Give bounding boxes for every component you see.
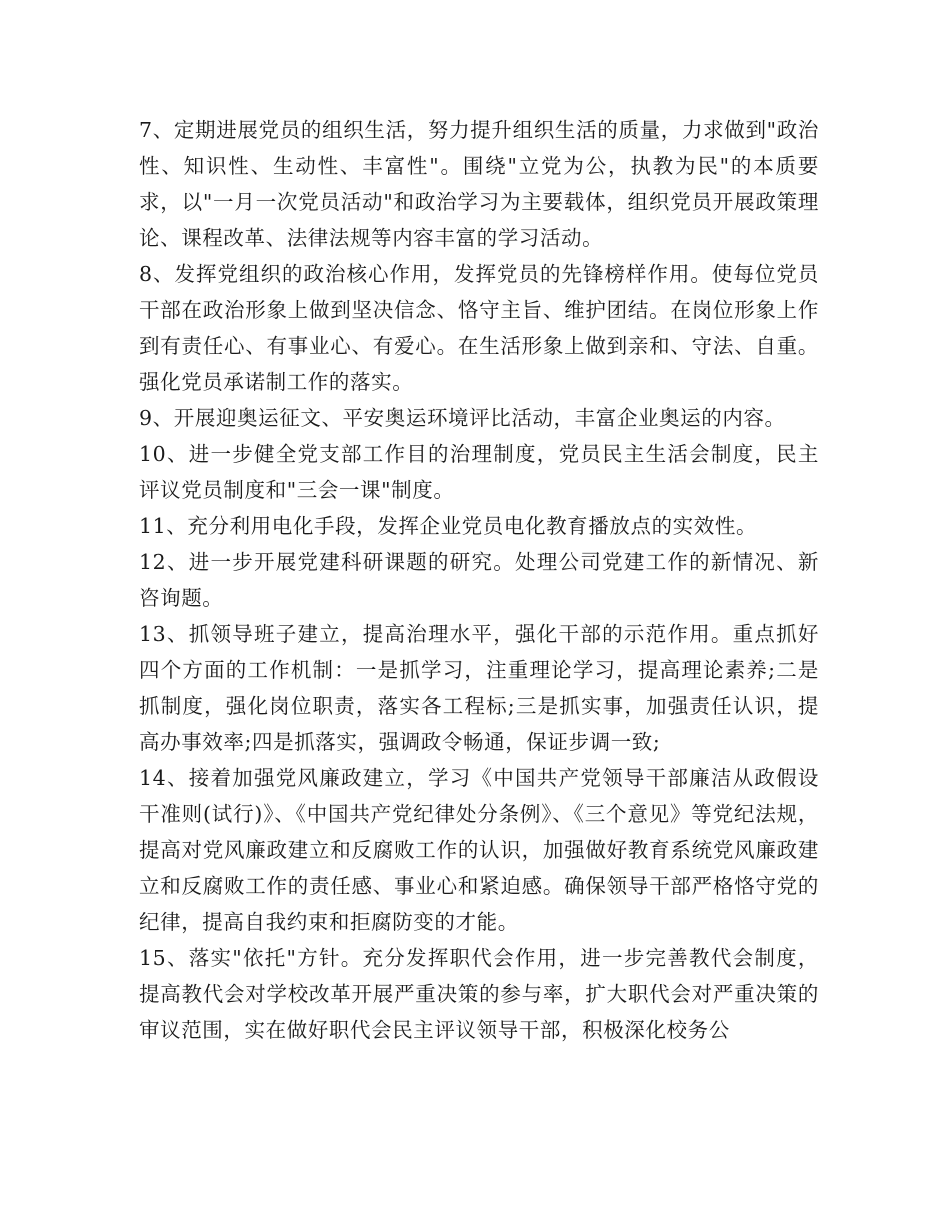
- paragraph-item-11: 11、充分利用电化手段，发挥企业党员电化教育播放点的实效性。: [139, 514, 758, 538]
- document-body: [139, 112, 819, 1048]
- paragraph-item-7: 7、定期进展党员的组织生活，努力提升组织生活的质量，力求做到"政治性、知识性、生动性、丰富性"。围绕"立党为公，执教为民"的本质要求，以"一月一次党员活动"和政治学习为主要载体，组织党员开展政策理论、课程改革、法律法规等内容丰富的学习活动。: [139, 118, 819, 250]
- paragraph-item-10: 10、进一步健全党支部工作目的治理制度，党员民主生活会制度，民主评议党员制度和"三会一课"制度。: [139, 442, 819, 502]
- paragraph-item-14: 14、接着加强党风廉政建立，学习《中国共产党领导干部廉洁从政假设干准则(试行)》、《中国共产党纪律处分条例》、《三个意见》等党纪法规，提高对党风廉政建立和反腐败工作的认识，加强做好教育系统党风廉政建立和反腐败工作的责任感、事业心和紧迫感。确保领导干部严格恪守党的纪律，提高自我约束和拒腐防变的才能。: [139, 766, 819, 934]
- paragraph-item-13: 13、抓领导班子建立，提高治理水平，强化干部的示范作用。重点抓好四个方面的工作机制：一是抓学习，注重理论学习，提高理论素养;二是抓制度，强化岗位职责，落实各工程标;三是抓实事，加强责任认识，提高办事效率;四是抓落实，强调政令畅通，保证步调一致;: [139, 622, 819, 754]
- paragraph-item-12: 12、进一步开展党建科研课题的研究。处理公司党建工作的新情况、新咨询题。: [139, 550, 819, 610]
- paragraph-item-9: 9、开展迎奥运征文、平安奥运环境评比活动，丰富企业奥运的内容。: [139, 406, 786, 430]
- paragraph-item-8: 8、发挥党组织的政治核心作用，发挥党员的先锋榜样作用。使每位党员干部在政治形象上做到坚决信念、恪守主旨、维护团结。在岗位形象上作到有责任心、有事业心、有爱心。在生活形象上做到亲和、守法、自重。强化党员承诺制工作的落实。: [139, 262, 819, 394]
- paragraph-item-15: 15、落实"依托"方针。充分发挥职代会作用，进一步完善教代会制度，提高教代会对学校改革开展严重决策的参与率，扩大职代会对严重决策的审议范围，实在做好职代会民主评议领导干部，积极深化校务公: [139, 946, 819, 1042]
